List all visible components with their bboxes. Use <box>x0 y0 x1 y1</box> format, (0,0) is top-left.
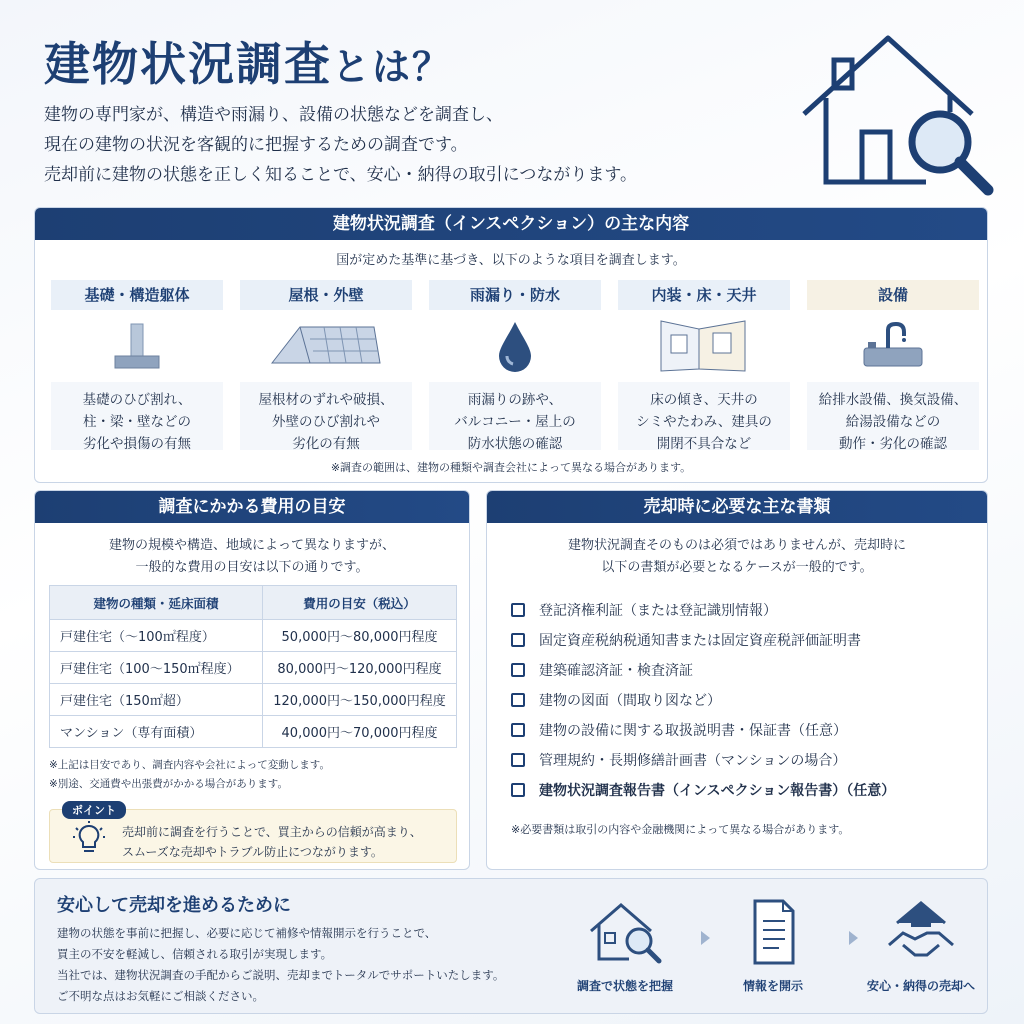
process-flow <box>565 897 975 1007</box>
table-row <box>50 684 457 716</box>
card-line: 劣化や損傷の有無 <box>83 436 191 452</box>
card-line: 給排水設備、換気設備、 <box>818 392 968 408</box>
intro-line: 売却前に建物の状態を正しく知ることで、安心・納得の取引につながります。 <box>44 165 637 185</box>
column-header: 建物の種類・延床面積 <box>50 586 263 620</box>
card-title: 設備 <box>807 280 979 310</box>
docs-intro-line: 建物状況調査そのものは必須ではありませんが、売却時に <box>567 538 906 553</box>
fee-cell: 120,000円～150,000円程度 <box>263 684 457 716</box>
card-line: 給湯設備などの <box>845 414 941 430</box>
list-item <box>511 655 895 685</box>
flow-step-sale <box>861 897 981 994</box>
card-roof <box>240 280 412 450</box>
title-suffix: とは？ <box>332 44 453 89</box>
column-header: 費用の目安（税込） <box>263 586 457 620</box>
checkbox[interactable] <box>511 693 525 707</box>
card-line: 外壁のひび割れや <box>272 414 380 430</box>
intro-text <box>44 100 744 190</box>
building-type-cell: 戸建住宅（～100㎡程度） <box>50 620 263 652</box>
card-line: 開閉不具合など <box>656 436 752 452</box>
checkbox[interactable] <box>511 723 525 737</box>
inspection-content-section <box>34 207 988 483</box>
list-item <box>511 715 895 745</box>
document-label: 建物の図面（間取り図など） <box>539 693 721 709</box>
section-note: ※調査の範囲は、建物の種類や調査会社によって異なる場合があります。 <box>330 461 692 474</box>
docs-intro-line: 以下の書類が必要となるケースが一般的です。 <box>601 560 873 575</box>
card-line: 劣化の有無 <box>292 436 360 452</box>
cost-table <box>49 585 457 748</box>
lightbulb-icon <box>72 820 106 856</box>
list-item <box>511 745 895 775</box>
card-title: 内装・床・天井 <box>618 280 790 310</box>
section-title: 調査にかかる費用の目安 <box>35 491 469 523</box>
checkbox[interactable] <box>511 753 525 767</box>
section-subtitle: 国が定めた基準に基づき、以下のような項目を調査します。 <box>336 253 686 268</box>
checkbox[interactable] <box>511 783 525 797</box>
cost-note: ※上記は目安であり、調査内容や会社によって変動します。 <box>49 759 330 771</box>
support-line: 建物の状態を事前に把握し、必要に応じて補修や情報開示を行うことで、 <box>57 926 437 940</box>
water-drop-icon <box>495 320 535 372</box>
document-label: 建築確認済証・検査済証 <box>539 663 693 679</box>
section-title: 建物状況調査（インスペクション）の主な内容 <box>35 208 987 240</box>
cost-intro-line: 一般的な費用の目安は以下の通りです。 <box>135 560 369 575</box>
card-line: 雨漏りの跡や、 <box>467 392 563 408</box>
title-main: 建物状況調査 <box>44 37 332 91</box>
card-line: 屋根材のずれや破損、 <box>258 392 394 408</box>
arrow-right-icon <box>701 931 710 945</box>
roof-icon <box>270 323 382 369</box>
card-title: 屋根・外壁 <box>240 280 412 310</box>
support-line: ご不明な点はお気軽にご相談ください。 <box>57 989 264 1003</box>
list-item <box>511 775 895 805</box>
table-row <box>50 620 457 652</box>
document-checklist <box>511 595 895 805</box>
checkbox[interactable] <box>511 633 525 647</box>
docs-note: ※必要書類は取引の内容や金融機関によって異なる場合があります。 <box>511 823 850 836</box>
flow-step-label: 調査で状態を把握 <box>576 979 673 993</box>
card-line: 柱・梁・壁などの <box>83 414 191 430</box>
document-label: 登記済権利証（または登記識別情報） <box>539 603 777 619</box>
page-title <box>44 28 452 94</box>
flow-step-label: 情報を開示 <box>742 979 803 993</box>
card-title: 基礎・構造躯体 <box>51 280 223 310</box>
support-line: 当社では、建物状況調査の手配からご説明、売却までトータルでサポートいたします。 <box>57 968 505 982</box>
card-interior <box>618 280 790 450</box>
support-line: 買主の不安を軽減し、信頼される取引が実現します。 <box>57 947 333 961</box>
document-label: 建物の設備に関する取扱説明書・保証書（任意） <box>539 723 847 739</box>
card-line: 動作・劣化の確認 <box>839 436 947 452</box>
flow-step-disclose <box>713 897 833 994</box>
document-label: 建物状況調査報告書（インスペクション報告書）（任意） <box>539 783 896 799</box>
card-title: 雨漏り・防水 <box>429 280 601 310</box>
building-type-cell: 戸建住宅（100～150㎡程度） <box>50 652 263 684</box>
cost-note: ※別途、交通費や出張費がかかる場合があります。 <box>49 778 288 790</box>
faucet-icon <box>858 320 928 372</box>
list-item <box>511 625 895 655</box>
flow-step-label: 安心・納得の売却へ <box>866 979 975 993</box>
card-waterproof <box>429 280 601 450</box>
card-foundation <box>51 280 223 450</box>
foundation-icon <box>107 318 167 374</box>
building-type-cell: 戸建住宅（150㎡超） <box>50 684 263 716</box>
table-row <box>50 652 457 684</box>
table-row <box>50 716 457 748</box>
house-magnifier-icon <box>796 32 1002 198</box>
fee-cell: 80,000円～120,000円程度 <box>263 652 457 684</box>
fee-cell: 50,000円～80,000円程度 <box>263 620 457 652</box>
intro-line: 建物の専門家が、構造や雨漏り、設備の状態などを調査し、 <box>44 105 503 125</box>
checkbox[interactable] <box>511 603 525 617</box>
intro-line: 現在の建物の状況を客観的に把握するための調査です。 <box>44 135 468 155</box>
building-type-cell: マンション（専有面積） <box>50 716 263 748</box>
support-section <box>34 878 988 1014</box>
documents-section <box>486 490 988 870</box>
list-item <box>511 595 895 625</box>
point-line: 売却前に調査を行うことで、買主からの信頼が高まり、 <box>122 825 422 839</box>
point-box <box>49 804 457 863</box>
document-label: 管理規約・長期修繕計画書（マンションの場合） <box>539 753 847 769</box>
support-title: 安心して売却を進めるために <box>57 895 291 916</box>
section-title: 売却時に必要な主な書類 <box>487 491 987 523</box>
flow-step-inspect <box>565 897 685 994</box>
fee-cell: 40,000円～70,000円程度 <box>263 716 457 748</box>
card-line: バルコニー・屋上の <box>454 414 576 430</box>
checkbox[interactable] <box>511 663 525 677</box>
card-equipment <box>807 280 979 450</box>
card-line: 基礎のひび割れ、 <box>82 392 192 408</box>
arrow-right-icon <box>849 931 858 945</box>
point-badge: ポイント <box>62 801 126 819</box>
card-line: 防水状態の確認 <box>467 436 563 452</box>
document-icon <box>733 897 813 967</box>
interior-icon <box>659 319 749 373</box>
point-line: スムーズな売却やトラブル防止につながります。 <box>122 845 383 859</box>
cost-intro-line: 建物の規模や構造、地域によって異なりますが、 <box>108 538 395 553</box>
list-item <box>511 685 895 715</box>
document-label: 固定資産税納税通知書または固定資産税評価証明書 <box>539 633 861 649</box>
house-search-icon <box>585 897 665 967</box>
card-line: 床の傾き、天井の <box>650 392 758 408</box>
handshake-house-icon <box>881 897 961 967</box>
cost-section <box>34 490 470 870</box>
card-line: シミやたわみ、建具の <box>636 414 772 430</box>
